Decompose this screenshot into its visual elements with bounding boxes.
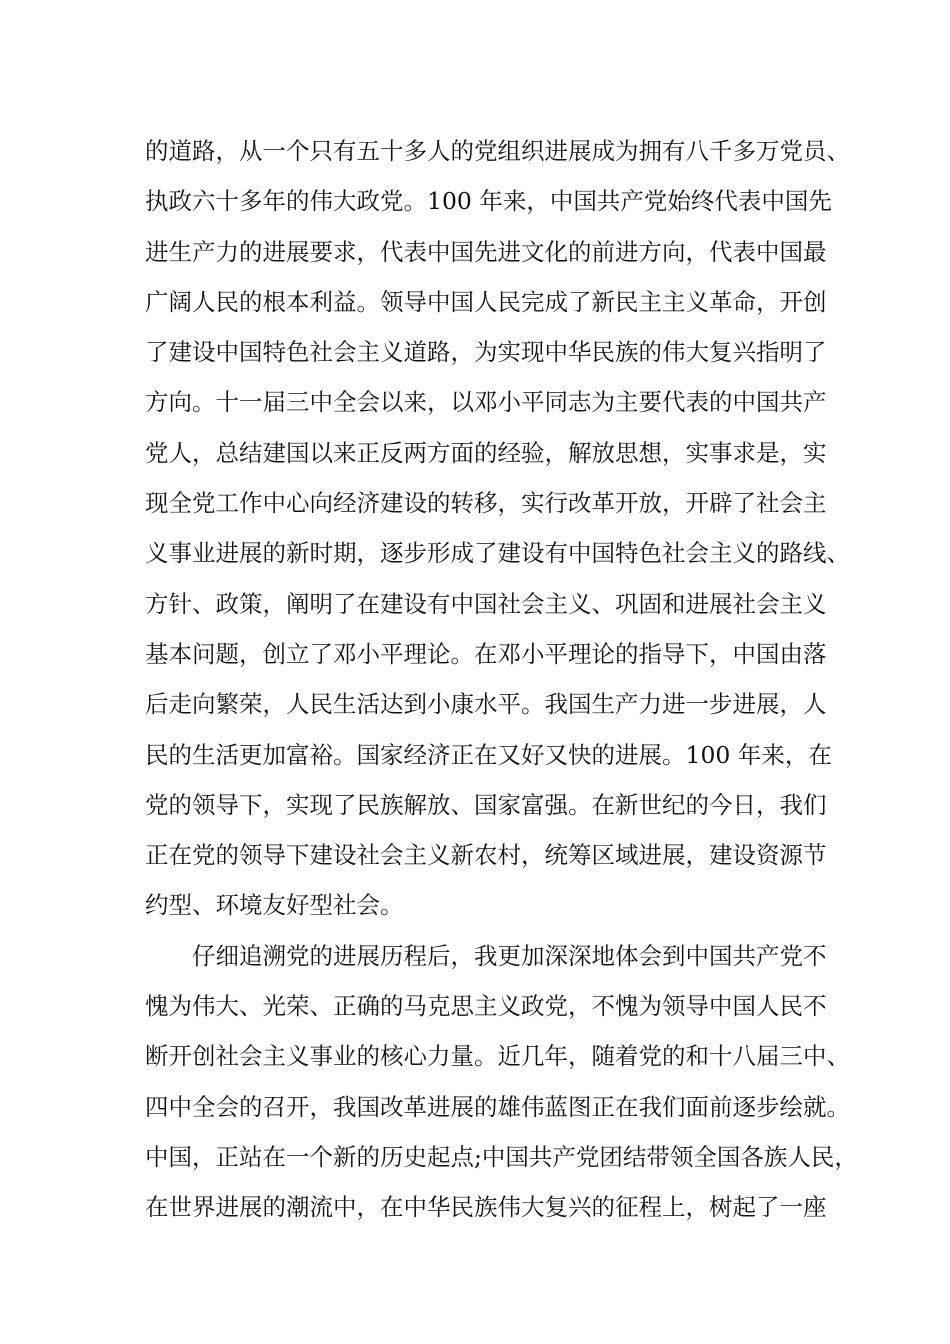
text-line: 断开创社会主义事业的核心力量。近几年，随着党的和十八届三中、 bbox=[145, 1042, 850, 1071]
text-line: 方针、政策，阐明了在建设有中国社会主义、巩固和进展社会主义 bbox=[145, 589, 827, 618]
text-line: 基本问题，创立了邓小平理论。在邓小平理论的指导下，中国由落 bbox=[145, 639, 827, 668]
text-line: 约型、环境友好型社会。 bbox=[145, 891, 404, 920]
text-line: 的道路，从一个只有五十多人的党组织进展成为拥有八千多万党员、 bbox=[145, 137, 850, 165]
text-line: 进生产力的进展要求，代表中国先进文化的前进方向，代表中国最 bbox=[145, 237, 827, 266]
text-line: 愧为伟大、光荣、正确的马克思主义政党，不愧为领导中国人民不 bbox=[145, 992, 827, 1021]
text-line: 义事业进展的新时期，逐步形成了建设有中国特色社会主义的路线、 bbox=[145, 539, 850, 568]
text-line: 广阔人民的根本利益。领导中国人民完成了新民主主义革命，开创 bbox=[145, 287, 827, 316]
paragraph-2 bbox=[145, 931, 858, 1233]
text-line: 执政六十多年的伟大政党。100 年来，中国共产党始终代表中国先 bbox=[145, 187, 832, 216]
text-line: 民的生活更加富裕。国家经济正在又好又快的进展。100 年来，在 bbox=[145, 740, 832, 769]
text-line: 后走向繁荣，人民生活达到小康水平。我国生产力进一步进展，人 bbox=[145, 690, 827, 719]
text-line: 党人，总结建国以来正反两方面的经验，解放思想，实事求是，实 bbox=[145, 438, 827, 467]
text-line: 中国，正站在一个新的历史起点;中国共产党团结带领全国各族人民， bbox=[145, 1142, 858, 1171]
text-line: 方向。十一届三中全会以来，以邓小平同志为主要代表的中国共产 bbox=[145, 388, 827, 417]
text-line: 四中全会的召开，我国改革进展的雄伟蓝图正在我们面前逐步绘就。 bbox=[145, 1092, 850, 1121]
text-line: 了建设中国特色社会主义道路，为实现中华民族的伟大复兴指明了 bbox=[145, 338, 827, 367]
body-text bbox=[145, 126, 858, 1233]
text-line: 正在党的领导下建设社会主义新农村，统筹区域进展，建设资源节 bbox=[145, 841, 827, 870]
text-line: 党的领导下，实现了民族解放、国家富强。在新世纪的今日，我们 bbox=[145, 790, 827, 819]
paragraph-1 bbox=[145, 126, 850, 931]
text-line: 在世界进展的潮流中，在中华民族伟大复兴的征程上，树起了一座 bbox=[145, 1193, 827, 1222]
text-line: 仔细追溯党的进展历程后，我更加深深地体会到中国共产党不 bbox=[192, 941, 827, 970]
text-line: 现全党工作中心向经济建设的转移，实行改革开放，开辟了社会主 bbox=[145, 489, 827, 518]
